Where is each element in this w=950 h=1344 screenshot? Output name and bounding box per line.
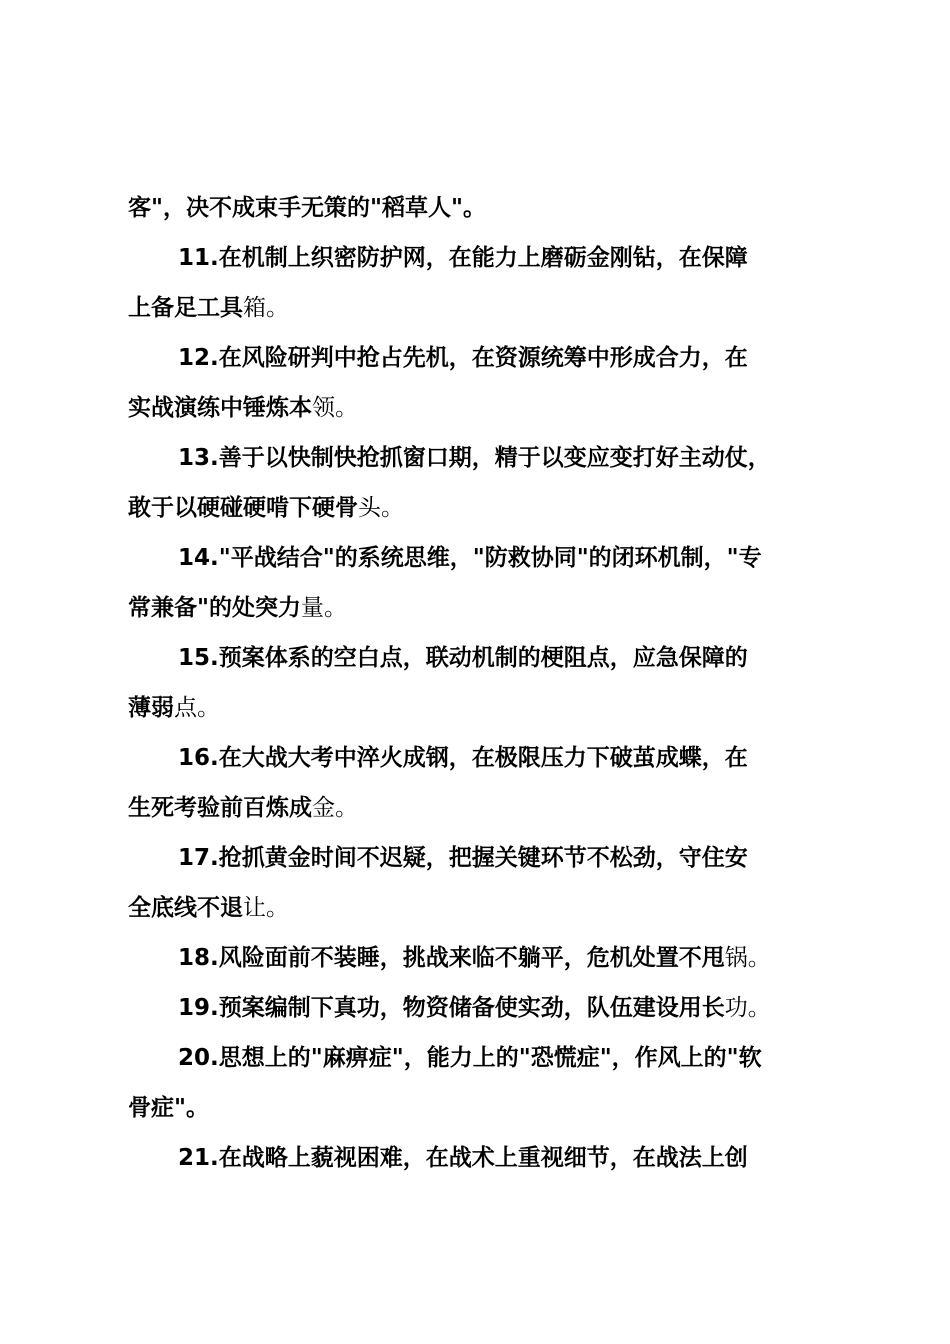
text-line (128, 183, 834, 233)
text-line (128, 883, 834, 933)
text-line (128, 833, 834, 883)
text-line (128, 233, 834, 283)
text-line (128, 633, 834, 683)
text-normal: 功。 (724, 995, 771, 1021)
text-bold: 15.预案体系的空白点，联动机制的梗阻点，应急保障的 (178, 645, 748, 671)
text-line (128, 483, 834, 533)
text-bold: 常兼备"的处突力 (128, 595, 301, 621)
text-line (128, 383, 834, 433)
text-line (128, 783, 834, 833)
text-bold: 14."平战结合"的系统思维，"防救协同"的闭环机制，"专 (178, 545, 762, 571)
text-bold: 12.在风险研判中抢占先机，在资源统筹中形成合力，在 (178, 345, 748, 371)
text-bold: 21.在战略上藐视困难，在战术上重视细节，在战法上创 (178, 1145, 748, 1171)
text-normal: 锅。 (724, 945, 771, 971)
text-line (128, 333, 834, 383)
text-bold: 上备足工具 (128, 295, 243, 321)
text-bold: 19.预案编制下真功，物资储备使实劲，队伍建设用长 (178, 995, 725, 1021)
text-line (128, 683, 834, 733)
text-bold: 敢于以硬碰硬啃下硬骨 (128, 495, 358, 521)
text-bold: 生死考验前百炼成 (128, 795, 312, 821)
text-normal: 量。 (300, 595, 347, 621)
document-body (128, 183, 834, 1183)
text-line (128, 1133, 834, 1183)
text-line (128, 1083, 834, 1133)
text-bold: 17.抢抓黄金时间不迟疑，把握关键环节不松劲，守住安 (178, 845, 748, 871)
text-line (128, 983, 834, 1033)
text-normal: 让。 (243, 895, 289, 921)
text-bold: 16.在大战大考中淬火成钢，在极限压力下破茧成蝶，在 (178, 745, 748, 771)
text-bold: 骨症"。 (128, 1095, 209, 1121)
text-bold: 薄弱 (128, 695, 174, 721)
text-bold: 11.在机制上织密防护网，在能力上磨砺金刚钻，在保障 (178, 245, 748, 271)
text-normal: 领。 (312, 395, 358, 421)
text-line (128, 583, 834, 633)
text-bold: 13.善于以快制快抢抓窗口期，精于以变应变打好主动仗， (178, 445, 771, 471)
text-normal: 金。 (312, 795, 358, 821)
text-line (128, 1033, 834, 1083)
text-bold: 实战演练中锤炼本 (128, 395, 312, 421)
text-line (128, 933, 834, 983)
text-normal: 头。 (358, 495, 404, 521)
text-bold: 全底线不退 (128, 895, 243, 921)
text-normal: 箱。 (243, 295, 289, 321)
text-bold: 客"，决不成束手无策的"稻草人"。 (128, 195, 486, 221)
text-line (128, 733, 834, 783)
text-line (128, 533, 834, 583)
text-bold: 18.风险面前不装睡，挑战来临不躺平，危机处置不甩 (178, 945, 725, 971)
text-normal: 点。 (174, 695, 220, 721)
text-line (128, 433, 834, 483)
text-line (128, 283, 834, 333)
text-bold: 20.思想上的"麻痹症"，能力上的"恐慌症"，作风上的"软 (178, 1045, 762, 1071)
